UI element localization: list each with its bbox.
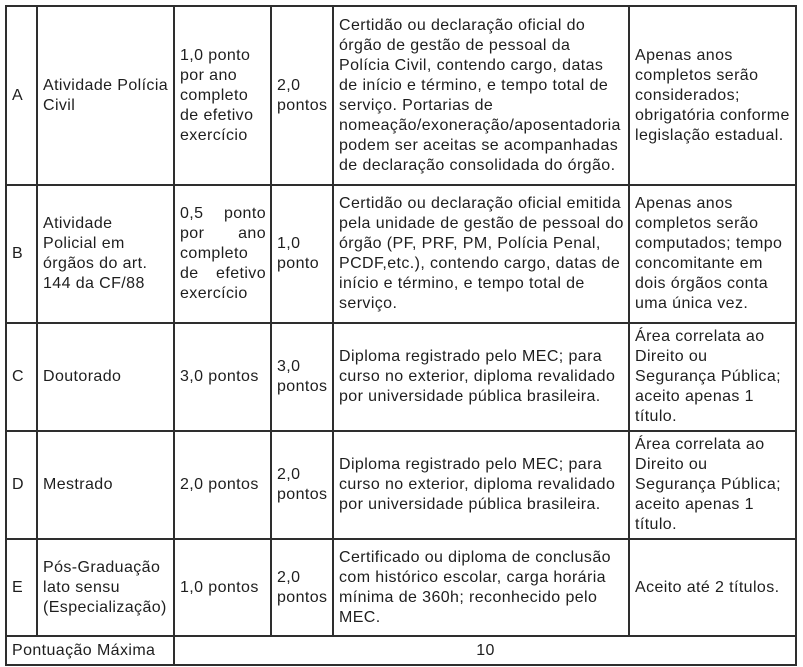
row-c-documents: Diploma registrado pelo MEC; para curso no exterior, diploma revalidado por universidade pública brasileira. (333, 323, 629, 431)
row-a-documents: Certidão ou declaração oficial do órgão de gestão de pessoal da Polícia Civil, contendo cargo, datas de início e término, e tempo total de serviço. Portarias de nomeação/exoneração/aposentadoria podem ser aceitas se acompanhadas de declaração consolidada do órgão. (333, 6, 629, 185)
row-c-max-points: 3,0 pontos (271, 323, 333, 431)
row-c-activity: Doutorado (37, 323, 174, 431)
row-d-activity: Mestrado (37, 431, 174, 539)
row-b-documents: Certidão ou declaração oficial emitida pela unidade de gestão de pessoal do órgão (PF, PRF, PM, Polícia Penal, PCDF,etc.), contendo cargo, datas de início e término, e tempo total de serviço. (333, 185, 629, 323)
row-a-unit-points: 1,0 ponto por ano completo de efetivo exercício (174, 6, 271, 185)
row-b-letter: B (6, 185, 37, 323)
titles-scoring-table (5, 5, 797, 666)
row-a-letter: A (6, 6, 37, 185)
row-b-max-points: 1,0 ponto (271, 185, 333, 323)
row-a-max-points: 2,0 pontos (271, 6, 333, 185)
table-row-a (6, 6, 796, 185)
table-row-c (6, 323, 796, 431)
row-e-notes: Aceito até 2 títulos. (629, 539, 796, 636)
row-e-activity: Pós-Graduação lato sensu (Especialização) (37, 539, 174, 636)
footer-max-score-value: 10 (174, 636, 796, 665)
row-e-unit-points: 1,0 pontos (174, 539, 271, 636)
row-c-notes: Área correlata ao Direito ou Segurança Pública; aceito apenas 1 título. (629, 323, 796, 431)
row-e-letter: E (6, 539, 37, 636)
table-footer-row (6, 636, 796, 665)
row-b-activity: Atividade Policial em órgãos do art. 144 da CF/88 (37, 185, 174, 323)
row-d-letter: D (6, 431, 37, 539)
row-d-max-points: 2,0 pontos (271, 431, 333, 539)
row-b-unit-points: 0,5 ponto por ano completo de efetivo exercício (174, 185, 271, 323)
row-e-max-points: 2,0 pontos (271, 539, 333, 636)
row-d-notes: Área correlata ao Direito ou Segurança Pública; aceito apenas 1 título. (629, 431, 796, 539)
table-row-e (6, 539, 796, 636)
row-a-activity: Atividade Polícia Civil (37, 6, 174, 185)
row-c-letter: C (6, 323, 37, 431)
row-c-unit-points: 3,0 pontos (174, 323, 271, 431)
table-row-d (6, 431, 796, 539)
row-d-unit-points: 2,0 pontos (174, 431, 271, 539)
row-d-documents: Diploma registrado pelo MEC; para curso no exterior, diploma revalidado por universidade pública brasileira. (333, 431, 629, 539)
table-row-b (6, 185, 796, 323)
row-e-documents: Certificado ou diploma de conclusão com histórico escolar, carga horária mínima de 360h; reconhecido pelo MEC. (333, 539, 629, 636)
footer-max-score-label: Pontuação Máxima (6, 636, 174, 665)
row-a-notes: Apenas anos completos serão considerados; obrigatória conforme legislação estadual. (629, 6, 796, 185)
row-b-notes: Apenas anos completos serão computados; tempo concomitante em dois órgãos conta uma única vez. (629, 185, 796, 323)
